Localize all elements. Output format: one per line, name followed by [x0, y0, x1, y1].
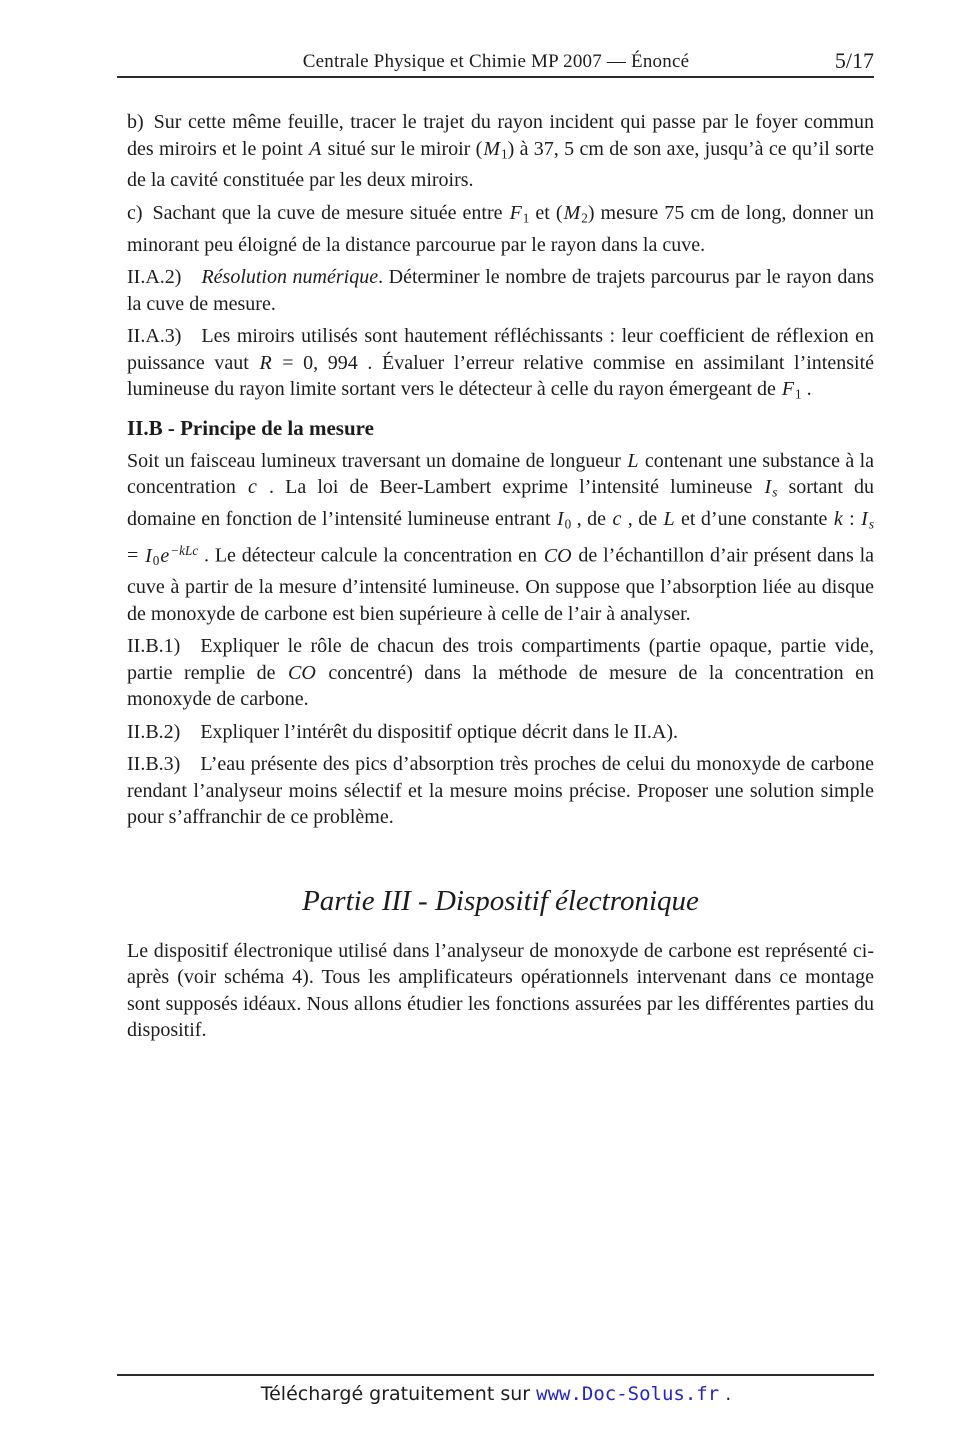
paragraph-question-b: b) Sur cette même feuille, tracer le trajet du rayon incident qui passe par le foyer commun des miroirs et le point A situé sur le miroir (M1) à 37, 5 cm de son axe, jusqu’à ce qu’il sorte de la cavité constituée par les deux miroirs.	[127, 111, 874, 192]
document-body	[127, 109, 874, 1050]
footer-credit-line	[118, 1383, 874, 1405]
header-rule	[117, 76, 874, 78]
paragraph-question-IIB1: II.B.1) Expliquer le rôle de chacun des trois compartiments (partie opaque, partie vide, partie remplie de CO concentré) dans la méthode de mesure de la concentration en monoxyde de carbone.	[127, 635, 874, 711]
paragraph-part-III-intro: Le dispositif électronique utilisé dans l’analyseur de monoxyde de carbone est représenté ci-après (voir schéma 4). Tous les amplificateurs opérationnels intervenant dans ce montage sont supposés idéaux. Nous allons étudier les fonctions assurées par les différentes parties du dispositif.	[127, 939, 874, 1042]
part-III-heading: Partie III - Dispositif électronique	[302, 884, 699, 917]
page-header-title: Centrale Physique et Chimie MP 2007 — Énoncé	[302, 51, 690, 72]
footer-rule	[117, 1374, 874, 1376]
footer-credit-suffix: .	[719, 1383, 732, 1405]
paragraph-beer-lambert: Soit un faisceau lumineux traversant un domaine de longueur L contenant une substance à la concentration c . La loi de Beer-Lambert exprime l’intensité lumineuse Is sortant du domaine en fonction de l’intensité lumineuse entrant I0 , de c , de L et d’une constante k : $Is = I0e^{-kLc}$ . Le détecteur calcule la concentration en CO de l’échantillon d’air présent dans la cuve à partir de la mesure d’intensité lumineuse. On suppose que l’absorption liée au disque de monoxyde de carbone est bien supérieure à celle de l’air à analyser.	[127, 449, 875, 625]
footer-credit-text: Téléchargé gratuitement sur	[260, 1383, 537, 1405]
doc-solus-link[interactable]: www.Doc-Solus.fr	[536, 1383, 720, 1405]
paragraph-question-IIA2: II.A.2) Résolution numérique. Déterminer le nombre de trajets parcourus par le rayon dans la cuve de mesure.	[127, 266, 874, 315]
section-heading-IIB: II.B - Principe de la mesure	[127, 415, 374, 440]
paragraph-question-IIA3: II.A.3) Les miroirs utilisés sont hautement réfléchissants : leur coefficient de réflexion en puissance vaut R = 0, 994 . Évaluer l’erreur relative commise en assimilant l’intensité lumineuse du rayon limite sortant vers le détecteur à celle du rayon émergeant de F1 .	[127, 325, 875, 402]
paragraph-question-IIB3: II.B.3) L’eau présente des pics d’absorption très proches de celui du monoxyde de carbone rendant l’analyseur moins sélectif et la mesure moins précise. Proposer une solution simple pour s’affranchir de ce problème.	[127, 753, 874, 829]
page-number: 5/17	[834, 48, 874, 73]
paragraph-question-IIB2: II.B.2) Expliquer l’intérêt du dispositif optique décrit dans le II.A).	[127, 720, 678, 743]
paragraph-question-c: c) Sachant que la cuve de mesure située entre F1 et (M2) mesure 75 cm de long, donner un minorant peu éloigné de la distance parcourue par le rayon dans la cuve.	[127, 201, 875, 256]
